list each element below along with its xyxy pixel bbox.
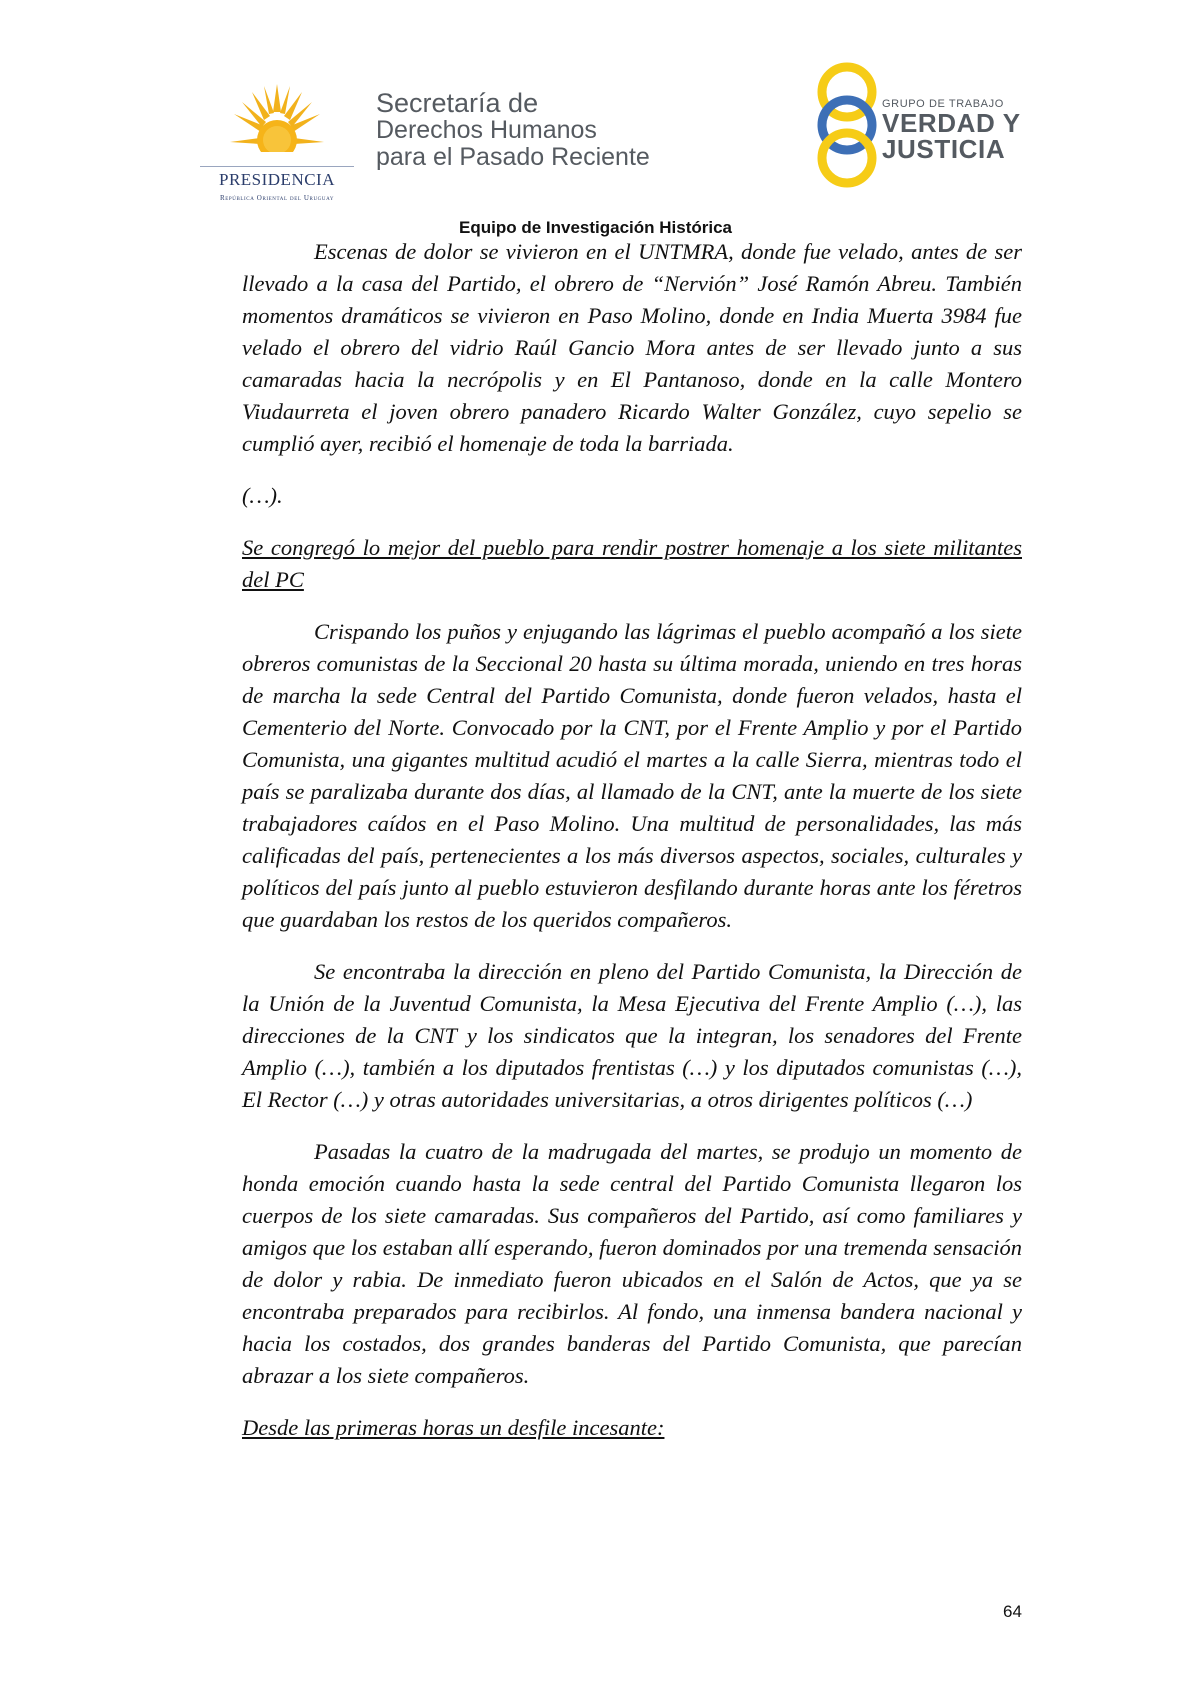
grupo-line1: GRUPO DE TRABAJO <box>882 98 1004 110</box>
paragraph: Crispando los puños y enjugando las lágrimas el pueblo acompañó a los siete obreros comunistas de la Seccional 20 hasta su última morada, uniendo en tres horas de marcha la sede Central del Partido Comunista, donde fueron velados, hasta el Cementerio del Norte. Convocado por la CNT, por el Frente Amplio y por el Partido Comunista, una gigantes multitud acudió el martes a la calle Sierra, mientras todo el país se paralizaba durante dos días, al llamado de la CNT, ante la muerte de los siete trabajadores caídos en el Paso Molino. Una multitud de personalidades, las más calificadas del país, pertenecientes a los más diversos aspectos, sociales, culturales y políticos del país junto al pueblo estuvieron desfilando durante horas ante los féretros que guardaban los restos de los queridos compañeros. <box>242 619 1022 932</box>
section-heading: Se congregó lo mejor del pueblo para rendir postrer homenaje a los siete militantes del PC <box>242 535 1022 592</box>
presidencia-logo <box>192 82 362 202</box>
interlocked-rings-icon <box>812 62 882 188</box>
grupo-trabajo-text <box>882 98 1021 162</box>
page-number: 64 <box>1003 1602 1022 1621</box>
presidencia-subtitle: República Oriental del Uruguay <box>219 194 335 202</box>
section-heading: Desde las primeras horas un desfile incesante: <box>242 1415 665 1440</box>
page-header <box>0 52 1191 202</box>
presidencia-name: PRESIDENCIA <box>218 170 335 189</box>
paragraph-ellipsis: (…). <box>242 483 283 508</box>
paragraph: Escenas de dolor se vivieron en el UNTMRA, donde fue velado, antes de ser llevado a la casa del Partido, el obrero de “Nervión” José Ramón Abreu. También momentos dramáticos se vivieron en Paso Molino, donde en India Muerta 3984 fue velado el obrero del vidrio Raúl Gancio Mora antes de ser llevado junto a sus camaradas hacia la necrópolis y en El Pantanoso, donde en la calle Montero Viudaurreta el joven obrero panadero Ricardo Walter González, cuyo sepelio se cumplió ayer, recibió el homenaje de toda la barriada. <box>242 239 1022 456</box>
secretaria-line1: Secretaría de <box>376 88 539 118</box>
secretaria-line3: para el Pasado Reciente <box>376 143 650 171</box>
logo-divider <box>200 166 354 167</box>
secretaria-title <box>376 90 650 171</box>
document-body <box>242 236 1022 1464</box>
grupo-trabajo-logo <box>812 62 1032 192</box>
grupo-line3: JUSTICIA <box>882 134 1006 164</box>
sun-emblem-icon <box>230 82 324 162</box>
team-title: Equipo de Investigación Histórica <box>459 218 732 237</box>
secretaria-line2: Derechos Humanos <box>376 116 597 144</box>
paragraph: Pasadas la cuatro de la madrugada del martes, se produjo un momento de honda emoción cuando hasta la sede central del Partido Comunista llegaron los cuerpos de los siete camaradas. Sus compañeros del Partido, así como familiares y amigos que los estaban allí esperando, fueron dominados por una tremenda sensación de dolor y rabia. De inmediato fueron ubicados en el Salón de Actos, que ya se encontraba preparados para recibirlos. Al fondo, una inmensa bandera nacional y hacia los costados, dos grandes banderas del Partido Comunista, que parecían abrazar a los siete compañeros. <box>242 1139 1022 1388</box>
paragraph: Se encontraba la dirección en pleno del Partido Comunista, la Dirección de la Unión de la Juventud Comunista, la Mesa Ejecutiva del Frente Amplio (…), las direcciones de la CNT y los sindicatos que la integran, los senadores del Frente Amplio (…), también a los diputados frentistas (…) y los diputados comunistas (…), El Rector (…) y otras autoridades universitarias, a otros dirigentes políticos (…) <box>242 959 1022 1112</box>
grupo-line2: VERDAD Y <box>882 108 1021 138</box>
